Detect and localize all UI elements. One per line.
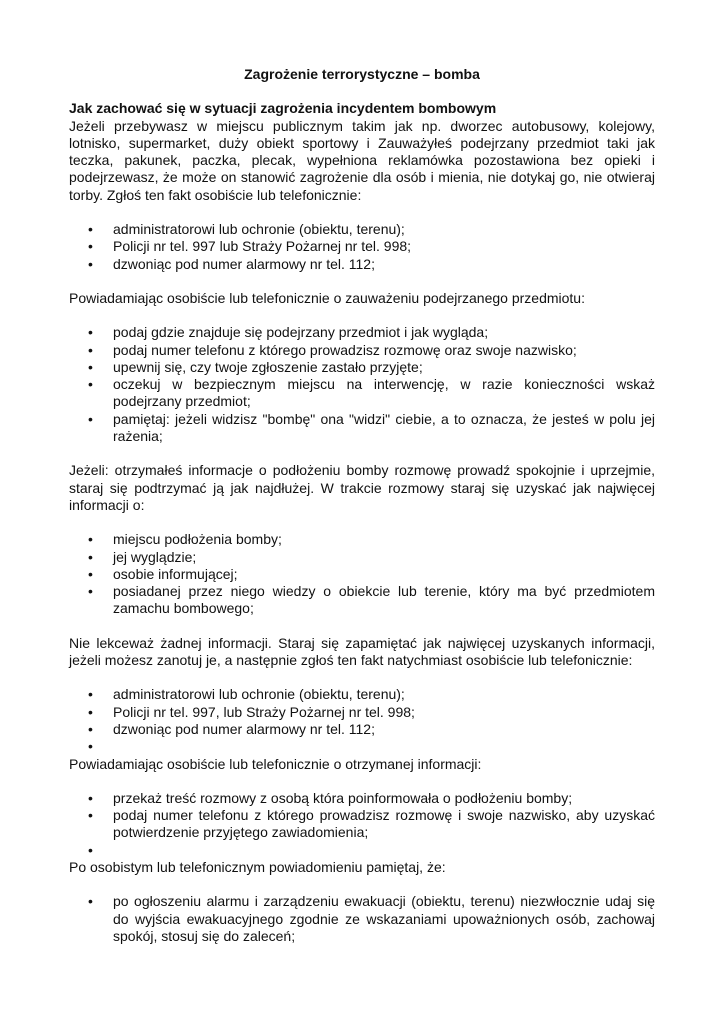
received-info-list bbox=[69, 790, 655, 859]
list-item: • podaj numer telefonu z którego prowadzisz rozmowę oraz swoje nazwisko; bbox=[69, 342, 655, 359]
report-list bbox=[69, 324, 655, 445]
threat-call-paragraph: Jeżeli: otrzymałeś informacje o podłożeniu bomby rozmowę prowadź spokojnie i uprzejmie, staraj się podtrzymać ją jak najdłużej. W trakcie rozmowy staraj się uzyskać jak najwięcej informacji o: bbox=[69, 462, 655, 513]
list-item: • podaj gdzie znajduje się podejrzany przedmiot i jak wygląda; bbox=[69, 324, 655, 341]
notify-list-2 bbox=[69, 686, 655, 755]
list-item: • miejscu podłożenia bomby; bbox=[69, 531, 655, 548]
list-item: • pamiętaj: jeżeli widzisz "bombę" ona "widzi" ciebie, a to oznacza, że jesteś w polu jej rażenia; bbox=[69, 411, 655, 446]
list-item: • dzwoniąc pod numer alarmowy nr tel. 112; bbox=[69, 256, 655, 273]
list-item: • Policji nr tel. 997 lub Straży Pożarnej nr tel. 998; bbox=[69, 238, 655, 255]
empty-list-item bbox=[69, 842, 655, 859]
empty-list-item bbox=[69, 738, 655, 755]
information-list bbox=[69, 531, 655, 617]
list-item: • Policji nr tel. 997, lub Straży Pożarnej nr tel. 998; bbox=[69, 704, 655, 721]
list-item: • administratorowi lub ochronie (obiektu, terenu); bbox=[69, 686, 655, 703]
intro-paragraph: Jeżeli przebywasz w miejscu publicznym takim jak np. dworzec autobusowy, kolejowy, lotnisko, supermarket, duży obiekt sportowy i Zauważyłeś podejrzany przedmiot taki jak teczka, pakunek, paczka, plecak, wypełniona reklamówka pozostawiona bez opieki i podejrzewasz, że może on stanowić zagrożenie dla osób i mienia, nie dotykaj go, nie otwieraj torby. Zgłoś ten fakt osobiście lub telefonicznie: bbox=[69, 117, 655, 203]
section-heading: Jak zachować się w sytuacji zagrożenia incydentem bombowym bbox=[69, 100, 497, 117]
list-item: • przekaż treść rozmowy z osobą która poinformowała o podłożeniu bomby; bbox=[69, 790, 655, 807]
evacuation-list bbox=[69, 893, 655, 945]
list-item: • podaj numer telefonu z którego prowadzisz rozmowę i swoje nazwisko, aby uzyskać potwierdzenie przyjętego zawiadomienia; bbox=[69, 807, 655, 842]
list-item: • oczekuj w bezpiecznym miejscu na interwencję, w razie konieczności wskaż podejrzany przedmiot; bbox=[69, 376, 655, 411]
list-item: • po ogłoszeniu alarmu i zarządzeniu ewakuacji (obiektu, terenu) niezwłocznie udaj się do wyjścia ewakuacyjnego zgodnie ze wskazaniami upoważnionych osób, zachowaj spokój, stosuj się do zaleceń; bbox=[69, 893, 655, 945]
do-not-ignore-paragraph: Nie lekceważ żadnej informacji. Staraj się zapamiętać jak najwięcej uzyskanych informacji, jeżeli możesz zanotuj je, a następnie zgłoś ten fakt natychmiast osobiście lub telefonicznie: bbox=[69, 634, 655, 669]
document-title: Zagrożenie terrorystyczne – bomba bbox=[244, 66, 480, 82]
received-info-paragraph: Powiadamiając osobiście lub telefonicznie o otrzymanej informacji: bbox=[69, 755, 482, 772]
after-notification-paragraph: Po osobistym lub telefonicznym powiadomieniu pamiętaj, że: bbox=[69, 858, 446, 875]
report-paragraph: Powiadamiając osobiście lub telefonicznie o zauważeniu podejrzanego przedmiotu: bbox=[69, 289, 585, 306]
notify-list bbox=[69, 221, 655, 273]
list-item: • posiadanej przez niego wiedzy o obiekcie lub terenie, który ma być przedmiotem zamachu bombowego; bbox=[69, 583, 655, 618]
list-item: • dzwoniąc pod numer alarmowy nr tel. 112; bbox=[69, 721, 655, 738]
list-item: • upewnij się, czy twoje zgłoszenie zastało przyjęte; bbox=[69, 359, 655, 376]
list-item: • administratorowi lub ochronie (obiektu, terenu); bbox=[69, 221, 655, 238]
list-item: • osobie informującej; bbox=[69, 566, 655, 583]
list-item: • jej wyglądzie; bbox=[69, 549, 655, 566]
